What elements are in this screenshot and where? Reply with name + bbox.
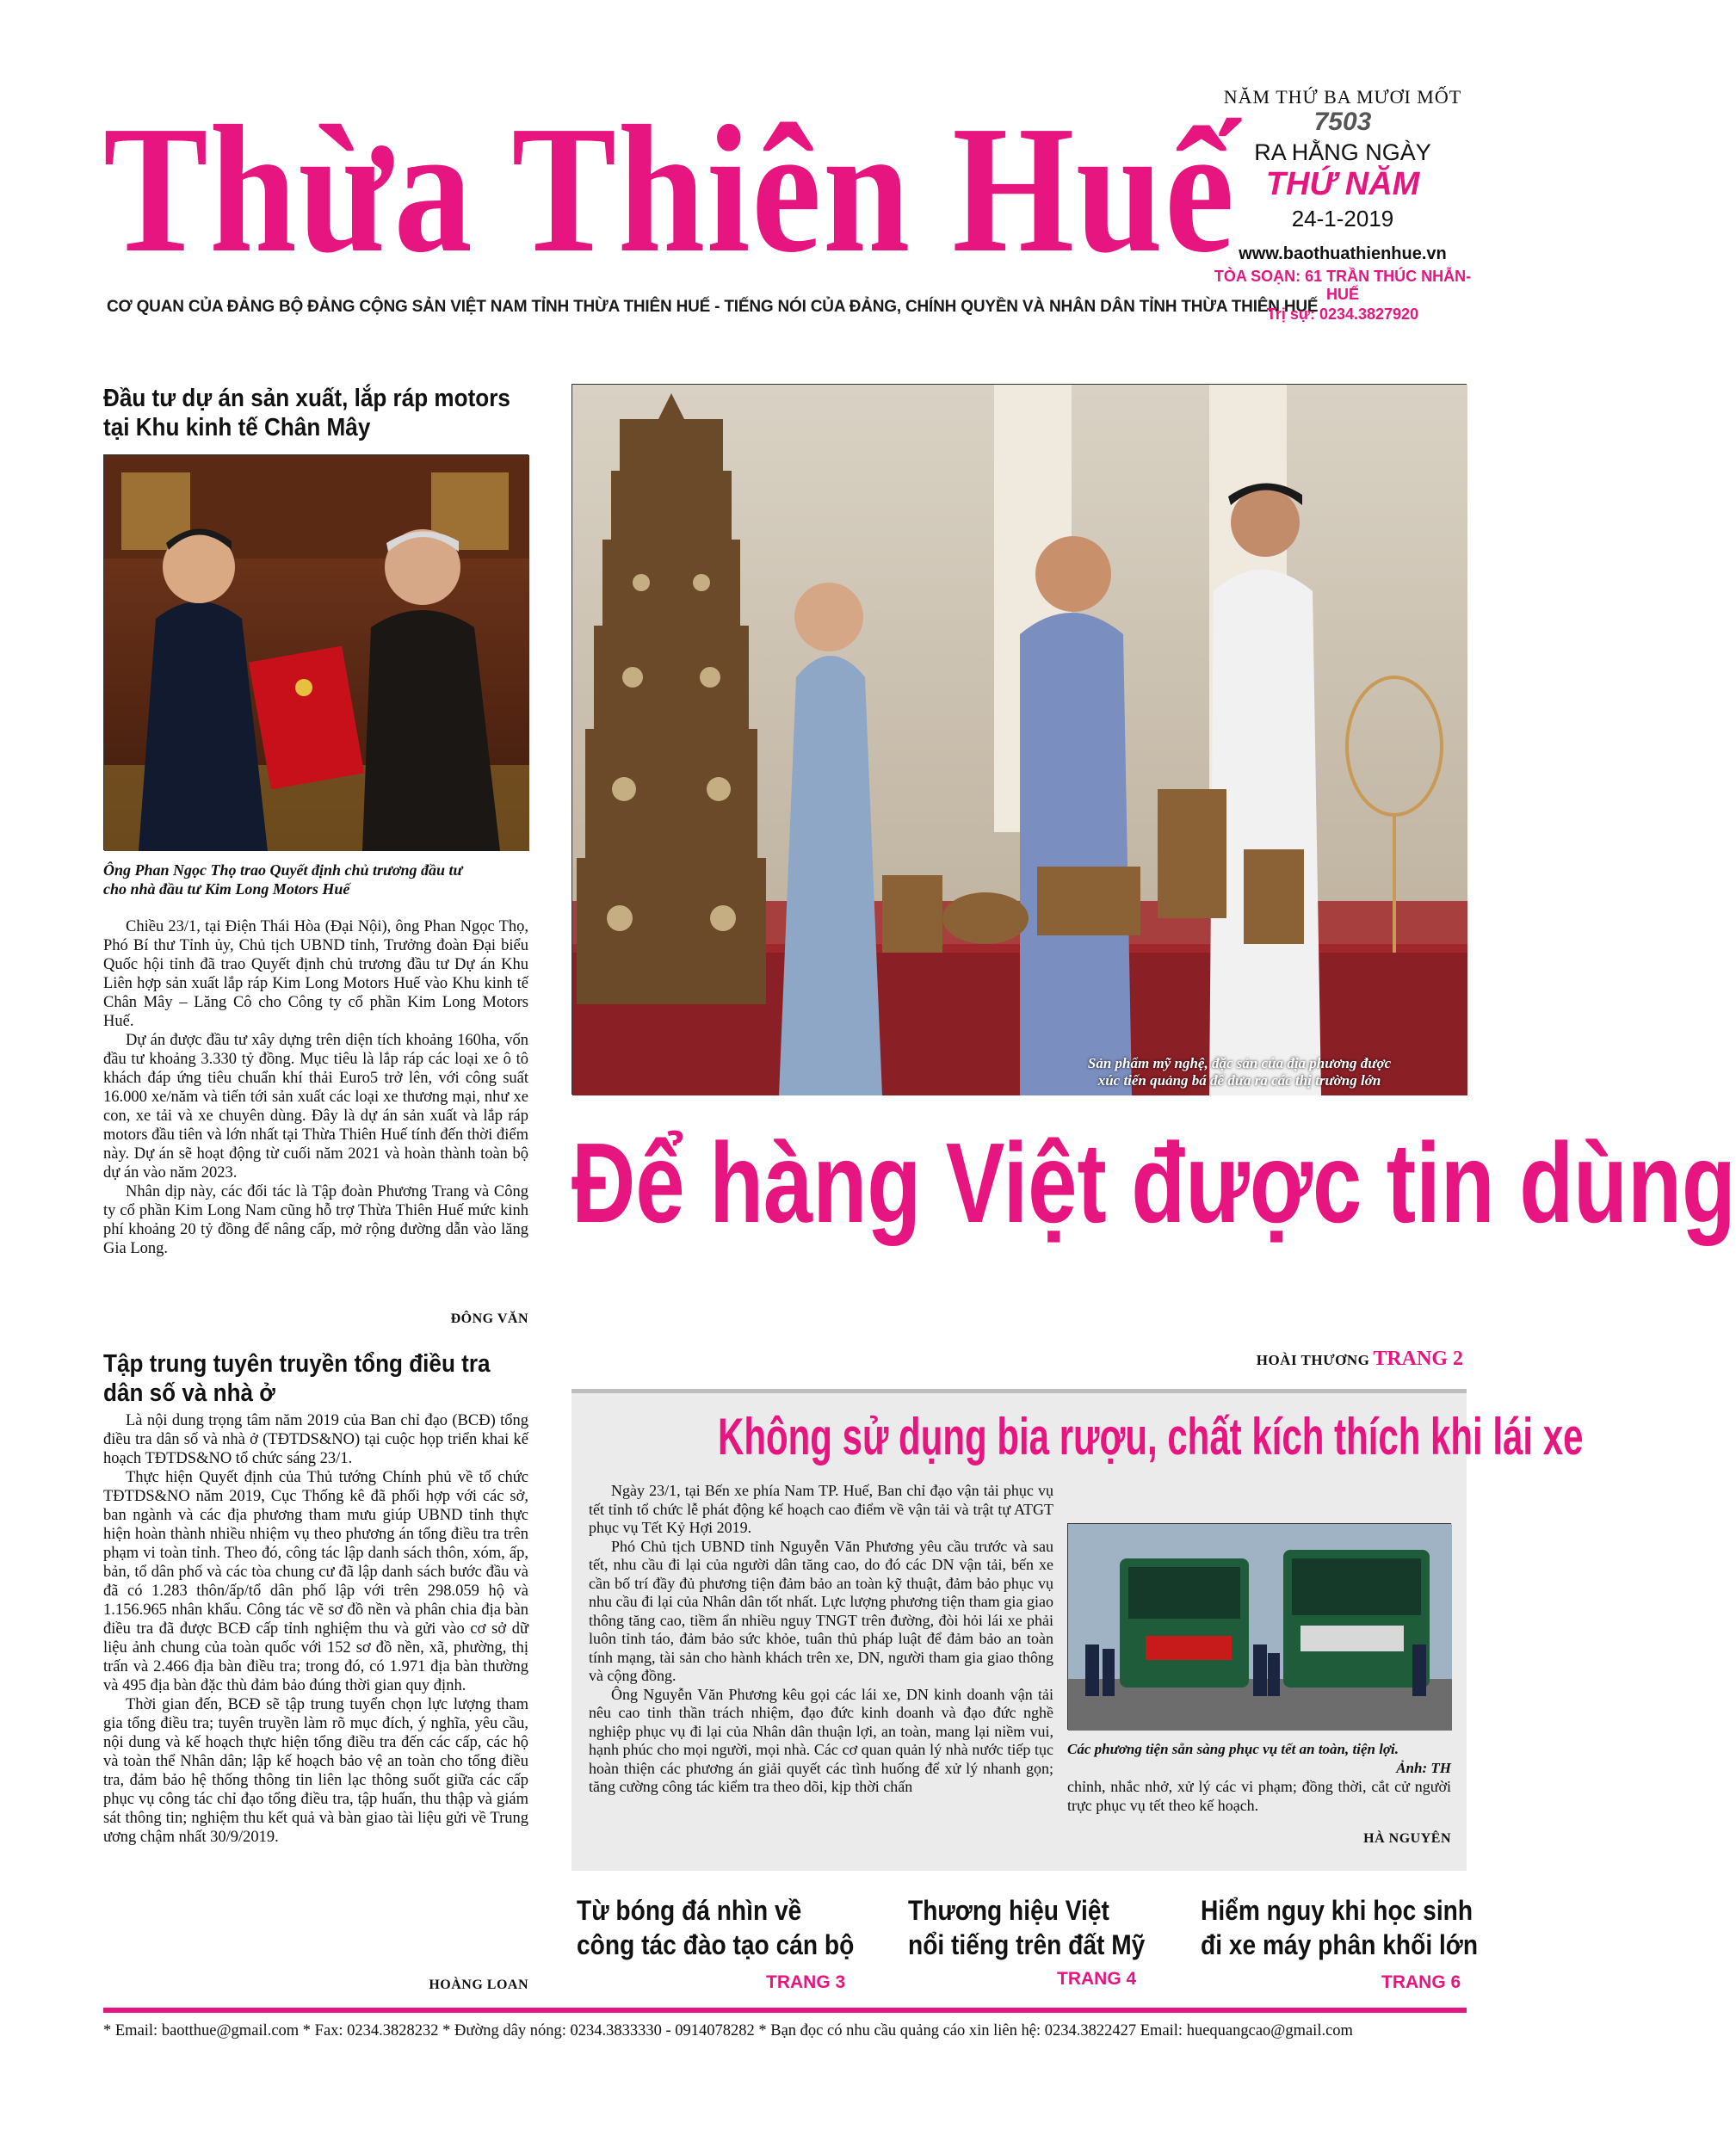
article2-paragraph: Là nội dung trọng tâm năm 2019 của Ban chỉ đạo (BCĐ) tổng điều tra dân số và nhà ở (TĐTDS&NO) tại cuộc họp triển khai kế hoạch TĐTDS&NO tổ chức sáng 23/1.: [103, 1412, 528, 1467]
article2-paragraph: Thực hiện Quyết định của Thủ tướng Chính phủ về tổ chức TĐTDS&NO năm 2019, Cục Thống kê đã phối hợp với các sở, ban ngành và các địa phương tham mưu giúp UBND tỉnh thực hiện hoàn thành nhiều nhiệm vụ theo phương án tổng điều tra trên phạm vi toàn tỉnh. Theo đó, công tác lập danh sách thôn, xóm, ấp, bản, tổ dân phố và các tòa chung cư đã lập danh sách bước đầu và đã có 1.283 thôn/ấp/tổ dân phố lập với trên 298.059 hộ và 1.156.965 nhân khẩu. Công tác vẽ sơ đồ nền và phân chia địa bàn điều tra đã được BCĐ cấp tỉnh nghiệm thu và gửi vào cơ sở dữ liệu ảnh chung của toàn quốc với 152 sơ đồ nền, xã, phường, thị trấn và 2.466 địa bàn điều tra; trong đó, có 1.971 địa bàn thường và 495 địa bàn đặc thù đảm bảo đúng thời gian quy định.: [103, 1469, 528, 1694]
feature-author: HOÀI THƯƠNG: [1256, 1352, 1370, 1368]
article1-body: [103, 917, 528, 1258]
issue-date: 24-1-2019: [1291, 206, 1394, 231]
article1-paragraph: Nhân dịp này, các đối tác là Tập đoàn Phương Trang và Công ty cổ phần Kim Long Nam cũng hỗ trợ Thừa Thiên Huế mức kinh phí khoảng 20 tỷ đồng để nâng cấp, mở rộng đường dẫn vào lăng Gia Long.: [103, 1183, 528, 1257]
article2-title[interactable]: [103, 1349, 491, 1408]
boxed-photo-credit: Ảnh: TH: [1396, 1760, 1451, 1776]
article2-body: [103, 1411, 528, 1847]
exhibition-photo-illustration: [572, 385, 1467, 1095]
main-headline[interactable]: Để hàng Việt được tin dùng: [571, 1120, 1736, 1246]
boxed-photo-caption: Các phương tiện sẵn sàng phục vụ tết an toàn, tiện lợi.: [1067, 1741, 1399, 1757]
office-phone: Trị sự: 0234.3827920: [1266, 305, 1419, 323]
boxed-continuation: chỉnh, nhắc nhở, xử lý các vi phạm; đồng thời, cắt cử người trực phục vụ tết theo kế hoạch.: [1067, 1778, 1451, 1814]
footer-rule: [103, 2008, 1467, 2013]
boxed-paragraph: Ông Nguyễn Văn Phương kêu gọi các lái xe, DN kinh doanh vận tải nêu cao tinh thần trách nhiệm, đạo đức kinh doanh và đạo đức nghề nghiệp phục vụ đi lại của Nhân dân thuận lợi, an toàn, mang lại niềm vui, hạnh phúc cho mọi người, mọi nhà. Các cơ quan quản lý nhà nước tiếp tục hoàn thiện các phương án giải quyết các tình huống để xử lý nhanh gọn; tăng cường công tác kiểm tra theo dõi, kịp thời chấn: [589, 1685, 1053, 1795]
article1-paragraph: Dự án được đầu tư xây dựng trên diện tích khoảng 160ha, vốn đầu tư khoảng 3.330 tỷ đồng. Mục tiêu là lắp ráp các loại xe ô tô khách đáp ứng tiêu chuẩn khí thải Euro5 trở lên, với công suất 16.000 xe/năm và tiến tới sản xuất các loại xe thương mại, như xe con, xe tải và xe chuyên dùng. Đây là dự án sản xuất và lắp ráp motors đầu tiên và lớn nhất tại Thừa Thiên Huế tính đến thời điểm này. Dự án sẽ hoạt động từ cuối năm 2021 và hoàn thành toàn bộ dự án vào năm 2023.: [103, 1032, 528, 1182]
feature-page-ref[interactable]: TRANG 2: [1373, 1348, 1463, 1370]
article1-caption-line1: Ông Phan Ngọc Thọ trao Quyết định chủ trương đầu tư: [103, 861, 463, 879]
footer-contacts: * Email: baotthue@gmail.com * Fax: 0234.3828232 * Đường dây nóng: 0234.3833330 - 0914078282 * Bạn đọc có nhu cầu quảng cáo xin liên hệ: 0234.3822427 Email: huequangcao@gmail.com: [103, 2022, 1353, 2039]
issue-number: 7503: [1313, 108, 1372, 136]
teaser-1-page[interactable]: TRANG 3: [766, 1972, 846, 1992]
teaser-2-line2: nổi tiếng trên đất Mỹ: [908, 1929, 1146, 1960]
article1-paragraph: Chiều 23/1, tại Điện Thái Hòa (Đại Nội), ông Phan Ngọc Thọ, Phó Bí thư Tỉnh ủy, Chủ tịch UBND tỉnh, Trưởng đoàn Đại biểu Quốc hội tỉnh đã trao Quyết định chủ trương đầu tư Dự án Khu Liên hợp sản xuất lắp ráp Kim Long Motors Huế vào Khu kinh tế Chân Mây – Lăng Cô cho Công ty cổ phần Kim Long Motors Huế.: [103, 918, 528, 1030]
article2-byline: HOÀNG LOAN: [429, 1978, 528, 1992]
article1-caption: [103, 861, 528, 898]
boxed-paragraph: Phó Chủ tịch UBND tỉnh Nguyễn Văn Phương yêu cầu trước và sau tết, nhu cầu đi lại của người dân tăng cao, do đó các DN vận tải, bến xe cần bố trí đầy đủ phương tiện đảm bảo an toàn kỹ thuật, đảm bảo phục vụ nhu cầu đi lại của Nhân dân tốt nhất. Lực lượng phương tiện tham gia giao thông tăng cao, tiềm ẩn nhiều nguy TNGT trên đường, đòi hỏi lái xe phải luôn tỉnh táo, đảm bảo sức khỏe, tuân thủ pháp luật để đảm bảo an toàn tính mạng, tài sản cho hành khách trên xe, DN, người tham gia giao thông và cộng đồng.: [589, 1537, 1053, 1684]
feature-byline: [1119, 1348, 1463, 1371]
daily-label: RA HẰNG NGÀY: [1254, 139, 1431, 165]
feature-photo-caption: [1033, 1055, 1446, 1089]
article2-title-line1: Tập trung tuyên truyền tổng điều tra: [103, 1350, 491, 1378]
masthead-tagline: CƠ QUAN CỦA ĐẢNG BỘ ĐẢNG CỘNG SẢN VIỆT NAM TỈNH THỪA THIÊN HUẾ - TIẾNG NÓI CỦA ĐẢNG, CHÍNH QUYỀN VÀ NHÂN DÂN TỈNH THỪA THIÊN HUẾ: [107, 298, 1319, 316]
feature-caption-line2: xúc tiến quảng bá để đưa ra các thị trường lớn: [1097, 1072, 1381, 1089]
boxed-paragraph: Ngày 23/1, tại Bến xe phía Nam TP. Huế, Ban chỉ đạo vận tải phục vụ tết tỉnh tổ chức lễ phát động kế hoạch cao điểm về vận tải và trật tự ATGT phục vụ Tết Kỷ Hợi 2019.: [589, 1482, 1053, 1536]
article1-caption-line2: cho nhà đầu tư Kim Long Motors Huế: [103, 880, 350, 898]
article2-title-line2: dân số và nhà ở: [103, 1379, 275, 1407]
boxed-byline: HÀ NGUYÊN: [1363, 1831, 1451, 1846]
teaser-2-line1: Thương hiệu Việt: [908, 1895, 1109, 1926]
teaser-1-line2: công tác đào tạo cán bộ: [577, 1929, 855, 1960]
boxed-article-body: [589, 1482, 1053, 1797]
teaser-3-line2: đi xe máy phân khối lớn: [1201, 1929, 1479, 1960]
year-line: NĂM THỨ BA MƯƠI MỐT: [1223, 86, 1462, 108]
ceremony-photo-illustration: [104, 455, 529, 851]
teaser-3-line1: Hiểm nguy khi học sinh: [1201, 1895, 1473, 1926]
teaser-1-line1: Từ bóng đá nhìn về: [577, 1895, 802, 1926]
bus-station-photo-illustration: [1068, 1524, 1452, 1731]
feature-photo: [571, 384, 1467, 1095]
article1-byline: ĐÔNG VĂN: [450, 1311, 528, 1326]
teaser-2[interactable]: [908, 1893, 1151, 1962]
teaser-3[interactable]: [1201, 1893, 1479, 1962]
office-address: TÒA SOẠN: 61 TRẦN THÚC NHẪN-HUẾ: [1214, 268, 1472, 303]
teaser-3-page[interactable]: TRANG 6: [1381, 1972, 1461, 1992]
article1-title-line1: Đầu tư dự án sản xuất, lắp ráp motors: [103, 385, 510, 412]
website-link[interactable]: www.baothuathienhue.vn: [1239, 244, 1447, 263]
boxed-article-photo: [1067, 1523, 1451, 1730]
boxed-article-title[interactable]: Không sử dụng bia rượu, chất kích thích khi lái xe: [718, 1408, 1584, 1465]
article2-paragraph: Thời gian đến, BCĐ sẽ tập trung tuyển chọn lực lượng tham gia tổng điều tra; tuyên truyền làm rõ mục đích, ý nghĩa, yêu cầu, nội dung và kế hoạch thực hiện tổng điều tra đến các cấp, các hộ và toàn thể Nhân dân; lập kế hoạch bảo vệ an toàn cho tổng điều tra, đảm bảo hệ thống thông tin liên lạc thông suốt giữa các cấp phục vụ công tác chỉ đạo tổng điều tra, tập huấn, thu thập và giám sát thông tin; nghiệm thu kết quả và bàn giao tài liệu gửi về Trung ương chậm nhất 30/9/2019.: [103, 1696, 528, 1846]
article1-title[interactable]: [103, 384, 510, 442]
weekday: THỨ NĂM: [1265, 166, 1420, 202]
teaser-2-page[interactable]: TRANG 4: [1057, 1969, 1137, 1989]
feature-caption-line1: Sản phẩm mỹ nghệ, đặc sản của địa phương được: [1087, 1055, 1392, 1071]
article1-photo: [103, 454, 528, 850]
article1-title-line2: tại Khu kinh tế Chân Mây: [103, 414, 371, 441]
publication-info: [1214, 86, 1472, 324]
teaser-1[interactable]: [577, 1893, 855, 1962]
newspaper-title: Thừa Thiên Huế: [103, 88, 1236, 290]
